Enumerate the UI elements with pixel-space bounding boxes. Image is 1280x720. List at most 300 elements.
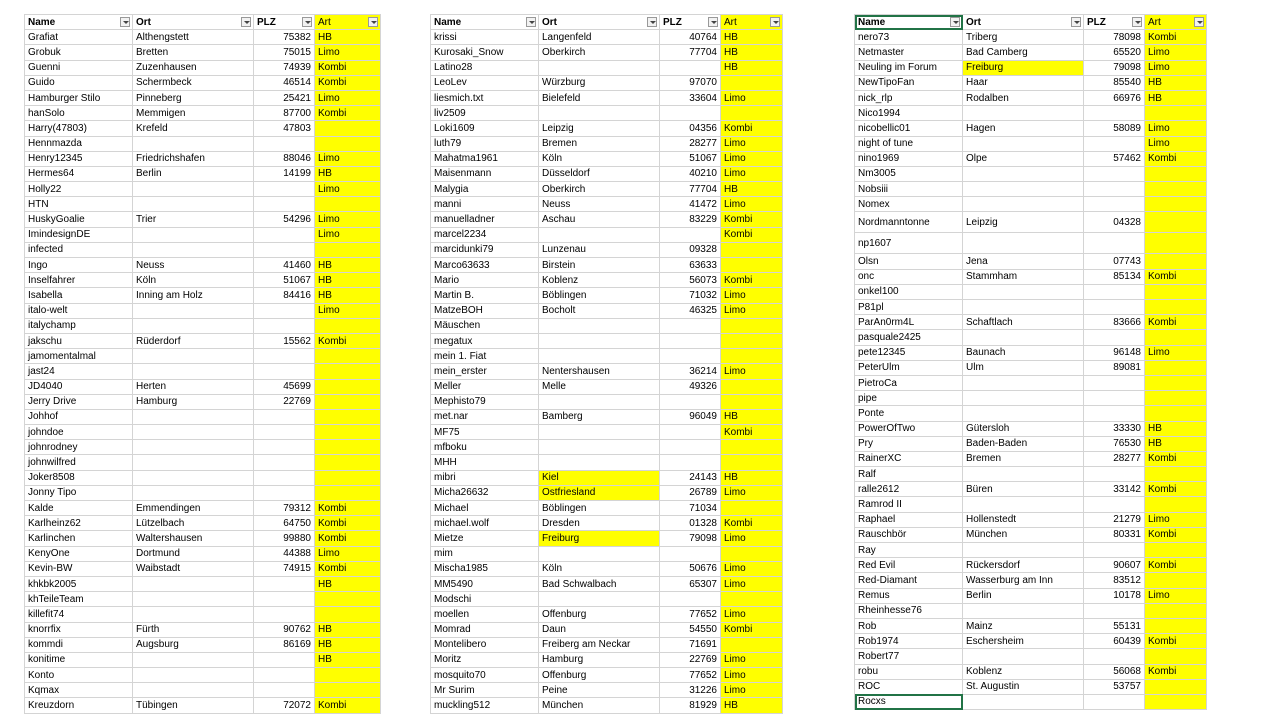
cell-ort[interactable]: [133, 485, 254, 500]
cell-ort[interactable]: [539, 546, 660, 561]
cell-plz[interactable]: [1084, 375, 1145, 390]
cell-plz[interactable]: 04328: [1084, 212, 1145, 233]
cell-art[interactable]: [721, 592, 783, 607]
cell-ort[interactable]: [963, 543, 1084, 558]
cell-plz[interactable]: 54550: [660, 622, 721, 637]
cell-plz[interactable]: 07743: [1084, 254, 1145, 269]
cell-name[interactable]: Isabella: [25, 288, 133, 303]
cell-name[interactable]: MHH: [431, 455, 539, 470]
cell-ort[interactable]: [133, 303, 254, 318]
cell-art[interactable]: [1145, 212, 1207, 233]
cell-name[interactable]: onc: [855, 269, 963, 284]
cell-ort[interactable]: Rückersdorf: [963, 558, 1084, 573]
cell-art[interactable]: [721, 318, 783, 333]
cell-plz[interactable]: [254, 349, 315, 364]
cell-ort[interactable]: Berlin: [963, 588, 1084, 603]
cell-plz[interactable]: 04356: [660, 121, 721, 136]
cell-name[interactable]: HTN: [25, 197, 133, 212]
cell-plz[interactable]: [1084, 300, 1145, 315]
cell-art[interactable]: [315, 197, 381, 212]
cell-ort[interactable]: [963, 694, 1084, 709]
cell-name[interactable]: Pry: [855, 436, 963, 451]
cell-plz[interactable]: 54296: [254, 212, 315, 227]
cell-ort[interactable]: [133, 440, 254, 455]
cell-plz[interactable]: [1084, 106, 1145, 121]
cell-plz[interactable]: [660, 455, 721, 470]
cell-name[interactable]: Martin B.: [431, 288, 539, 303]
cell-ort[interactable]: Düsseldorf: [539, 166, 660, 181]
cell-plz[interactable]: [1084, 197, 1145, 212]
cell-name[interactable]: Mephisto79: [431, 394, 539, 409]
cell-name[interactable]: moellen: [431, 607, 539, 622]
cell-plz[interactable]: 79098: [660, 531, 721, 546]
cell-art[interactable]: Limo: [315, 45, 381, 60]
cell-name[interactable]: marcel2234: [431, 227, 539, 242]
cell-plz[interactable]: 56073: [660, 273, 721, 288]
cell-name[interactable]: megatux: [431, 333, 539, 348]
cell-ort[interactable]: [963, 166, 1084, 181]
cell-art[interactable]: HB: [315, 166, 381, 181]
cell-art[interactable]: [721, 501, 783, 516]
cell-ort[interactable]: Kiel: [539, 470, 660, 485]
cell-name[interactable]: KenyOne: [25, 546, 133, 561]
cell-ort[interactable]: Peine: [539, 683, 660, 698]
header-art[interactable]: Art: [1145, 15, 1207, 30]
cell-name[interactable]: Hamburger Stilo: [25, 90, 133, 105]
cell-plz[interactable]: 77704: [660, 45, 721, 60]
cell-ort[interactable]: Lunzenau: [539, 242, 660, 257]
cell-art[interactable]: Limo: [721, 652, 783, 667]
cell-art[interactable]: [721, 440, 783, 455]
dropdown-arrow-icon[interactable]: [647, 17, 657, 27]
cell-art[interactable]: [1145, 182, 1207, 197]
cell-art[interactable]: [1145, 497, 1207, 512]
cell-art[interactable]: [315, 440, 381, 455]
cell-art[interactable]: Kombi: [721, 212, 783, 227]
cell-ort[interactable]: [133, 592, 254, 607]
cell-art[interactable]: HB: [1145, 75, 1207, 90]
cell-ort[interactable]: Lützelbach: [133, 516, 254, 531]
cell-name[interactable]: MF75: [431, 425, 539, 440]
cell-plz[interactable]: 22769: [660, 652, 721, 667]
cell-name[interactable]: kommdi: [25, 637, 133, 652]
cell-art[interactable]: Kombi: [1145, 527, 1207, 542]
cell-art[interactable]: Kombi: [315, 333, 381, 348]
cell-ort[interactable]: Rüderdorf: [133, 333, 254, 348]
cell-ort[interactable]: Birstein: [539, 258, 660, 273]
cell-plz[interactable]: [660, 333, 721, 348]
cell-plz[interactable]: [660, 60, 721, 75]
cell-ort[interactable]: Nentershausen: [539, 364, 660, 379]
cell-name[interactable]: infected: [25, 242, 133, 257]
cell-art[interactable]: Kombi: [315, 106, 381, 121]
sort-filter-icon[interactable]: [526, 17, 536, 27]
cell-ort[interactable]: Haar: [963, 75, 1084, 90]
cell-ort[interactable]: [539, 60, 660, 75]
cell-ort[interactable]: Ostfriesland: [539, 485, 660, 500]
cell-ort[interactable]: Baunach: [963, 345, 1084, 360]
cell-plz[interactable]: 97070: [660, 75, 721, 90]
cell-name[interactable]: johnrodney: [25, 440, 133, 455]
cell-plz[interactable]: [254, 303, 315, 318]
sort-filter-icon[interactable]: [120, 17, 130, 27]
cell-plz[interactable]: 55131: [1084, 618, 1145, 633]
cell-art[interactable]: Limo: [1145, 345, 1207, 360]
cell-name[interactable]: Kevin-BW: [25, 561, 133, 576]
cell-art[interactable]: Kombi: [1145, 151, 1207, 166]
dropdown-arrow-icon[interactable]: [1132, 17, 1142, 27]
cell-ort[interactable]: Langenfeld: [539, 30, 660, 45]
cell-art[interactable]: [315, 242, 381, 257]
cell-name[interactable]: night of tune: [855, 136, 963, 151]
cell-plz[interactable]: 46514: [254, 75, 315, 90]
cell-plz[interactable]: [254, 455, 315, 470]
cell-name[interactable]: konitime: [25, 652, 133, 667]
cell-name[interactable]: ParAn0rm4L: [855, 315, 963, 330]
cell-art[interactable]: [1145, 406, 1207, 421]
cell-ort[interactable]: München: [539, 698, 660, 713]
cell-name[interactable]: Meller: [431, 379, 539, 394]
cell-plz[interactable]: 10178: [1084, 588, 1145, 603]
cell-ort[interactable]: Daun: [539, 622, 660, 637]
cell-plz[interactable]: 89081: [1084, 360, 1145, 375]
cell-name[interactable]: jakschu: [25, 333, 133, 348]
cell-art[interactable]: Limo: [721, 531, 783, 546]
cell-art[interactable]: [315, 455, 381, 470]
cell-art[interactable]: Kombi: [1145, 315, 1207, 330]
cell-plz[interactable]: [660, 349, 721, 364]
cell-ort[interactable]: [133, 607, 254, 622]
cell-plz[interactable]: [254, 592, 315, 607]
cell-plz[interactable]: [1084, 391, 1145, 406]
cell-art[interactable]: Kombi: [315, 75, 381, 90]
cell-plz[interactable]: 74915: [254, 561, 315, 576]
cell-ort[interactable]: Baden-Baden: [963, 436, 1084, 451]
cell-art[interactable]: Kombi: [721, 622, 783, 637]
cell-ort[interactable]: Emmendingen: [133, 501, 254, 516]
cell-art[interactable]: [1145, 233, 1207, 254]
cell-ort[interactable]: [133, 668, 254, 683]
cell-art[interactable]: Kombi: [1145, 482, 1207, 497]
cell-name[interactable]: robu: [855, 664, 963, 679]
cell-ort[interactable]: Melle: [539, 379, 660, 394]
cell-ort[interactable]: Koblenz: [963, 664, 1084, 679]
cell-name[interactable]: Michael: [431, 501, 539, 516]
cell-art[interactable]: [721, 637, 783, 652]
cell-name[interactable]: Nico1994: [855, 106, 963, 121]
cell-name[interactable]: Hennmazda: [25, 136, 133, 151]
cell-name[interactable]: ralle2612: [855, 482, 963, 497]
cell-ort[interactable]: [133, 652, 254, 667]
cell-name[interactable]: manuelladner: [431, 212, 539, 227]
cell-art[interactable]: [315, 592, 381, 607]
cell-ort[interactable]: [963, 467, 1084, 482]
cell-name[interactable]: Rauschbör: [855, 527, 963, 542]
cell-plz[interactable]: 60439: [1084, 634, 1145, 649]
cell-plz[interactable]: 15562: [254, 333, 315, 348]
cell-plz[interactable]: [660, 592, 721, 607]
cell-name[interactable]: Henry12345: [25, 151, 133, 166]
cell-name[interactable]: Netmaster: [855, 45, 963, 60]
cell-name[interactable]: pasquale2425: [855, 330, 963, 345]
cell-name[interactable]: Ponte: [855, 406, 963, 421]
cell-ort[interactable]: [133, 425, 254, 440]
dropdown-arrow-icon[interactable]: [302, 17, 312, 27]
cell-name[interactable]: Ralf: [855, 467, 963, 482]
cell-plz[interactable]: 57462: [1084, 151, 1145, 166]
cell-ort[interactable]: Freiberg am Neckar: [539, 637, 660, 652]
cell-plz[interactable]: 33330: [1084, 421, 1145, 436]
header-ort[interactable]: Ort: [963, 15, 1084, 30]
header-plz[interactable]: PLZ: [660, 15, 721, 30]
cell-art[interactable]: [721, 379, 783, 394]
cell-art[interactable]: HB: [721, 470, 783, 485]
cell-name[interactable]: krissi: [431, 30, 539, 45]
cell-art[interactable]: Limo: [721, 197, 783, 212]
cell-art[interactable]: [721, 455, 783, 470]
cell-name[interactable]: michael.wolf: [431, 516, 539, 531]
cell-plz[interactable]: [254, 470, 315, 485]
cell-art[interactable]: [315, 121, 381, 136]
cell-ort[interactable]: Hamburg: [539, 652, 660, 667]
cell-art[interactable]: Limo: [315, 151, 381, 166]
cell-ort[interactable]: Jena: [963, 254, 1084, 269]
cell-plz[interactable]: 78098: [1084, 30, 1145, 45]
cell-ort[interactable]: [539, 333, 660, 348]
dropdown-arrow-icon[interactable]: [770, 17, 780, 27]
cell-ort[interactable]: Memmigen: [133, 106, 254, 121]
cell-ort[interactable]: [963, 197, 1084, 212]
cell-plz[interactable]: 26789: [660, 485, 721, 500]
cell-plz[interactable]: 01328: [660, 516, 721, 531]
cell-plz[interactable]: [254, 652, 315, 667]
cell-name[interactable]: liesmich.txt: [431, 90, 539, 105]
cell-name[interactable]: Hermes64: [25, 166, 133, 181]
cell-name[interactable]: nero73: [855, 30, 963, 45]
cell-ort[interactable]: Tübingen: [133, 698, 254, 713]
cell-art[interactable]: Kombi: [1145, 558, 1207, 573]
cell-art[interactable]: [1145, 679, 1207, 694]
cell-name[interactable]: mein 1. Fiat: [431, 349, 539, 364]
cell-ort[interactable]: Bamberg: [539, 409, 660, 424]
cell-plz[interactable]: [254, 318, 315, 333]
cell-art[interactable]: [1145, 694, 1207, 709]
cell-art[interactable]: Limo: [721, 561, 783, 576]
cell-ort[interactable]: [133, 318, 254, 333]
cell-ort[interactable]: Olpe: [963, 151, 1084, 166]
cell-ort[interactable]: Köln: [133, 273, 254, 288]
cell-plz[interactable]: 71034: [660, 501, 721, 516]
cell-name[interactable]: mein_erster: [431, 364, 539, 379]
cell-plz[interactable]: [1084, 543, 1145, 558]
cell-ort[interactable]: Krefeld: [133, 121, 254, 136]
cell-name[interactable]: Grafiat: [25, 30, 133, 45]
cell-name[interactable]: RainerXC: [855, 451, 963, 466]
cell-art[interactable]: Limo: [1145, 45, 1207, 60]
cell-name[interactable]: Malygia: [431, 182, 539, 197]
cell-plz[interactable]: 58089: [1084, 121, 1145, 136]
cell-ort[interactable]: Böblingen: [539, 501, 660, 516]
cell-art[interactable]: Limo: [1145, 588, 1207, 603]
cell-art[interactable]: HB: [315, 652, 381, 667]
cell-name[interactable]: mibri: [431, 470, 539, 485]
cell-art[interactable]: Limo: [721, 683, 783, 698]
cell-art[interactable]: [1145, 618, 1207, 633]
cell-art[interactable]: [721, 106, 783, 121]
cell-plz[interactable]: 75382: [254, 30, 315, 45]
cell-plz[interactable]: 96148: [1084, 345, 1145, 360]
cell-name[interactable]: Moritz: [431, 652, 539, 667]
cell-plz[interactable]: 21279: [1084, 512, 1145, 527]
cell-name[interactable]: onkel100: [855, 284, 963, 299]
cell-ort[interactable]: Köln: [539, 561, 660, 576]
cell-name[interactable]: johndoe: [25, 425, 133, 440]
cell-art[interactable]: [721, 333, 783, 348]
cell-name[interactable]: Johhof: [25, 409, 133, 424]
cell-name[interactable]: marcidunki79: [431, 242, 539, 257]
cell-plz[interactable]: 84416: [254, 288, 315, 303]
cell-art[interactable]: Kombi: [315, 698, 381, 713]
cell-plz[interactable]: 50676: [660, 561, 721, 576]
cell-plz[interactable]: 87700: [254, 106, 315, 121]
cell-art[interactable]: [315, 485, 381, 500]
cell-ort[interactable]: Würzburg: [539, 75, 660, 90]
header-plz[interactable]: PLZ: [254, 15, 315, 30]
cell-ort[interactable]: [133, 409, 254, 424]
cell-art[interactable]: HB: [721, 45, 783, 60]
cell-art[interactable]: Limo: [721, 364, 783, 379]
cell-name[interactable]: nick_rlp: [855, 90, 963, 105]
cell-plz[interactable]: 85540: [1084, 75, 1145, 90]
cell-name[interactable]: Mischa1985: [431, 561, 539, 576]
cell-plz[interactable]: 86169: [254, 637, 315, 652]
cell-ort[interactable]: Bremen: [963, 451, 1084, 466]
cell-art[interactable]: Limo: [315, 212, 381, 227]
cell-name[interactable]: Robert77: [855, 649, 963, 664]
dropdown-arrow-icon[interactable]: [708, 17, 718, 27]
cell-ort[interactable]: [539, 349, 660, 364]
cell-ort[interactable]: [133, 576, 254, 591]
cell-plz[interactable]: [254, 409, 315, 424]
cell-plz[interactable]: [1084, 649, 1145, 664]
cell-ort[interactable]: Dortmund: [133, 546, 254, 561]
cell-plz[interactable]: 74939: [254, 60, 315, 75]
cell-plz[interactable]: [254, 242, 315, 257]
cell-ort[interactable]: [539, 592, 660, 607]
cell-name[interactable]: mim: [431, 546, 539, 561]
cell-plz[interactable]: 83512: [1084, 573, 1145, 588]
cell-name[interactable]: Red-Diamant: [855, 573, 963, 588]
cell-plz[interactable]: 33142: [1084, 482, 1145, 497]
cell-name[interactable]: Joker8508: [25, 470, 133, 485]
cell-plz[interactable]: [1084, 406, 1145, 421]
cell-plz[interactable]: [254, 683, 315, 698]
cell-ort[interactable]: Pinneberg: [133, 90, 254, 105]
cell-ort[interactable]: Offenburg: [539, 607, 660, 622]
cell-ort[interactable]: Zuzenhausen: [133, 60, 254, 75]
cell-name[interactable]: jast24: [25, 364, 133, 379]
cell-ort[interactable]: Waibstadt: [133, 561, 254, 576]
cell-art[interactable]: Kombi: [315, 516, 381, 531]
cell-name[interactable]: jamomentalmal: [25, 349, 133, 364]
cell-name[interactable]: Nordmanntonne: [855, 212, 963, 233]
cell-ort[interactable]: Bad Camberg: [963, 45, 1084, 60]
cell-plz[interactable]: 88046: [254, 151, 315, 166]
cell-plz[interactable]: 77652: [660, 668, 721, 683]
cell-ort[interactable]: Oberkirch: [539, 182, 660, 197]
cell-art[interactable]: HB: [1145, 421, 1207, 436]
cell-art[interactable]: [315, 668, 381, 683]
cell-plz[interactable]: 14199: [254, 166, 315, 181]
cell-ort[interactable]: Böblingen: [539, 288, 660, 303]
cell-plz[interactable]: 44388: [254, 546, 315, 561]
cell-plz[interactable]: [1084, 284, 1145, 299]
cell-ort[interactable]: [133, 683, 254, 698]
cell-art[interactable]: HB: [721, 698, 783, 713]
cell-plz[interactable]: [254, 576, 315, 591]
cell-name[interactable]: nicobellic01: [855, 121, 963, 136]
cell-ort[interactable]: Inning am Holz: [133, 288, 254, 303]
cell-ort[interactable]: Eschersheim: [963, 634, 1084, 649]
cell-plz[interactable]: 83229: [660, 212, 721, 227]
cell-name[interactable]: Guido: [25, 75, 133, 90]
cell-name[interactable]: italo-welt: [25, 303, 133, 318]
cell-name[interactable]: PietroCa: [855, 375, 963, 390]
cell-art[interactable]: Kombi: [1145, 634, 1207, 649]
cell-ort[interactable]: Berlin: [133, 166, 254, 181]
cell-art[interactable]: Limo: [315, 303, 381, 318]
cell-art[interactable]: Limo: [721, 136, 783, 151]
header-plz[interactable]: PLZ: [1084, 15, 1145, 30]
cell-ort[interactable]: Büren: [963, 482, 1084, 497]
cell-ort[interactable]: Gütersloh: [963, 421, 1084, 436]
cell-name[interactable]: Olsn: [855, 254, 963, 269]
cell-plz[interactable]: [254, 440, 315, 455]
cell-art[interactable]: [1145, 300, 1207, 315]
cell-ort[interactable]: [963, 603, 1084, 618]
header-name[interactable]: Name: [431, 15, 539, 30]
cell-name[interactable]: Maisenmann: [431, 166, 539, 181]
cell-art[interactable]: Kombi: [1145, 664, 1207, 679]
cell-name[interactable]: Jerry Drive: [25, 394, 133, 409]
cell-plz[interactable]: [1084, 694, 1145, 709]
cell-name[interactable]: MM5490: [431, 576, 539, 591]
cell-ort[interactable]: Freiburg: [963, 60, 1084, 75]
cell-plz[interactable]: 72072: [254, 698, 315, 713]
cell-name[interactable]: Neuling im Forum: [855, 60, 963, 75]
cell-plz[interactable]: [1084, 467, 1145, 482]
cell-ort[interactable]: Augsburg: [133, 637, 254, 652]
cell-art[interactable]: Kombi: [315, 501, 381, 516]
cell-art[interactable]: [1145, 375, 1207, 390]
cell-name[interactable]: Loki1609: [431, 121, 539, 136]
cell-name[interactable]: Karlheinz62: [25, 516, 133, 531]
cell-plz[interactable]: 47803: [254, 121, 315, 136]
cell-ort[interactable]: Fürth: [133, 622, 254, 637]
cell-name[interactable]: Kqmax: [25, 683, 133, 698]
cell-name[interactable]: Ramrod II: [855, 497, 963, 512]
header-name[interactable]: Name: [25, 15, 133, 30]
cell-art[interactable]: [1145, 467, 1207, 482]
cell-ort[interactable]: Althengstett: [133, 30, 254, 45]
cell-art[interactable]: Kombi: [315, 60, 381, 75]
cell-name[interactable]: muckling512: [431, 698, 539, 713]
sort-filter-icon[interactable]: [950, 17, 960, 27]
cell-art[interactable]: Kombi: [721, 227, 783, 242]
cell-art[interactable]: Limo: [721, 90, 783, 105]
cell-name[interactable]: Raphael: [855, 512, 963, 527]
cell-ort[interactable]: [539, 425, 660, 440]
